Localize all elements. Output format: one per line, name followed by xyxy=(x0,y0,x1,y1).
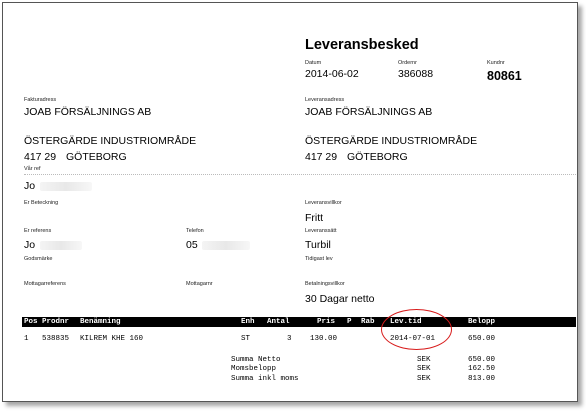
er-beteckning-label: Er Beteckning xyxy=(24,200,59,206)
redacted-name xyxy=(40,182,92,191)
telefon-value: 05 xyxy=(186,239,198,251)
cell-levtid: 2014-07-01 xyxy=(390,335,436,343)
col-header-antal: Antal xyxy=(267,318,290,326)
var-ref-label: Vår ref xyxy=(24,166,41,172)
er-referens-value: Jo xyxy=(24,239,36,251)
datum-label: Datum xyxy=(305,60,322,66)
col-header-enh: Enh xyxy=(241,318,255,326)
col-header-pris: Pris xyxy=(317,318,336,326)
summary-label: Summa inkl moms xyxy=(231,375,299,383)
summary-label: Summa Netto xyxy=(231,356,281,364)
summary-amount: 650.00 xyxy=(468,356,496,364)
mottagarreferens-label: Mottagarreferens xyxy=(24,281,66,287)
mottagarnr-label: Mottagarnr xyxy=(186,281,213,287)
leveransadress-city: GÖTEBORG xyxy=(347,151,408,163)
divider xyxy=(24,174,576,175)
col-header-levtid: Lev.tid xyxy=(390,318,422,326)
cell-enh: ST xyxy=(241,335,251,343)
leveransvillkor-label: Leveransvillkor xyxy=(305,200,342,206)
cell-prodnr: 538835 xyxy=(42,335,70,343)
fakturadress-name: JOAB FÖRSÄLJNINGS AB xyxy=(24,106,152,118)
col-header-benamning: Benämning xyxy=(80,318,121,326)
summary-amount: 162.50 xyxy=(468,365,496,373)
fakturadress-city: GÖTEBORG xyxy=(66,151,127,163)
godsmarke-label: Godsmärke xyxy=(24,256,53,262)
kundnr-value: 80861 xyxy=(487,69,522,83)
telefon-label: Telefon xyxy=(186,228,204,234)
leveransadress-label: Leveransadress xyxy=(305,97,345,103)
redacted-referens xyxy=(40,241,82,250)
leveranssatt-value: Turbil xyxy=(305,239,331,251)
col-header-belopp: Belopp xyxy=(468,318,496,326)
summary-amount: 813.00 xyxy=(468,375,496,383)
document-title: Leveransbesked xyxy=(305,37,419,53)
highlight-circle xyxy=(381,309,452,350)
leveransvillkor-value: Fritt xyxy=(305,212,324,224)
col-header-pos: Pos xyxy=(24,318,38,326)
cell-belopp: 650.00 xyxy=(468,335,496,343)
kundnr-label: Kundnr xyxy=(487,60,505,66)
var-ref-value: Jo xyxy=(24,180,36,192)
leveranssatt-label: Leveranssätt xyxy=(305,228,337,234)
summary-currency: SEK xyxy=(417,356,431,364)
cell-benamning: KILREM KHE 160 xyxy=(80,335,144,343)
leveransadress-postal: 417 29 xyxy=(305,151,338,163)
er-referens-label: Er referens xyxy=(24,228,52,234)
cell-pos: 1 xyxy=(24,335,29,343)
summary-label: Momsbelopp xyxy=(231,365,277,373)
col-header-rab: Rab xyxy=(361,318,375,326)
cell-antal: 3 xyxy=(287,335,292,343)
col-header-p: P xyxy=(347,318,352,326)
summary-currency: SEK xyxy=(417,375,431,383)
fakturadress-label: Fakturadress xyxy=(24,97,57,103)
cell-pris: 130.00 xyxy=(310,335,338,343)
betalningsvillkor-value: 30 Dagar netto xyxy=(305,293,375,305)
table-header xyxy=(22,317,576,327)
datum-value: 2014-06-02 xyxy=(305,68,359,80)
betalningsvillkor-label: Betalningsvillkor xyxy=(305,281,345,287)
redacted-telefon xyxy=(202,241,250,250)
col-header-prodnr: Prodnr xyxy=(42,318,70,326)
fakturadress-street: ÖSTERGÄRDE INDUSTRIOMRÅDE xyxy=(24,135,197,147)
fakturadress-postal: 417 29 xyxy=(24,151,57,163)
ordernr-label: Ordernr xyxy=(398,60,417,66)
summary-currency: SEK xyxy=(417,365,431,373)
leveransadress-name: JOAB FÖRSÄLJNINGS AB xyxy=(305,106,433,118)
tidigast-lev-label: Tidigast lev xyxy=(305,256,333,262)
ordernr-value: 386088 xyxy=(398,68,434,80)
leveransadress-street: ÖSTERGÄRDE INDUSTRIOMRÅDE xyxy=(305,135,478,147)
